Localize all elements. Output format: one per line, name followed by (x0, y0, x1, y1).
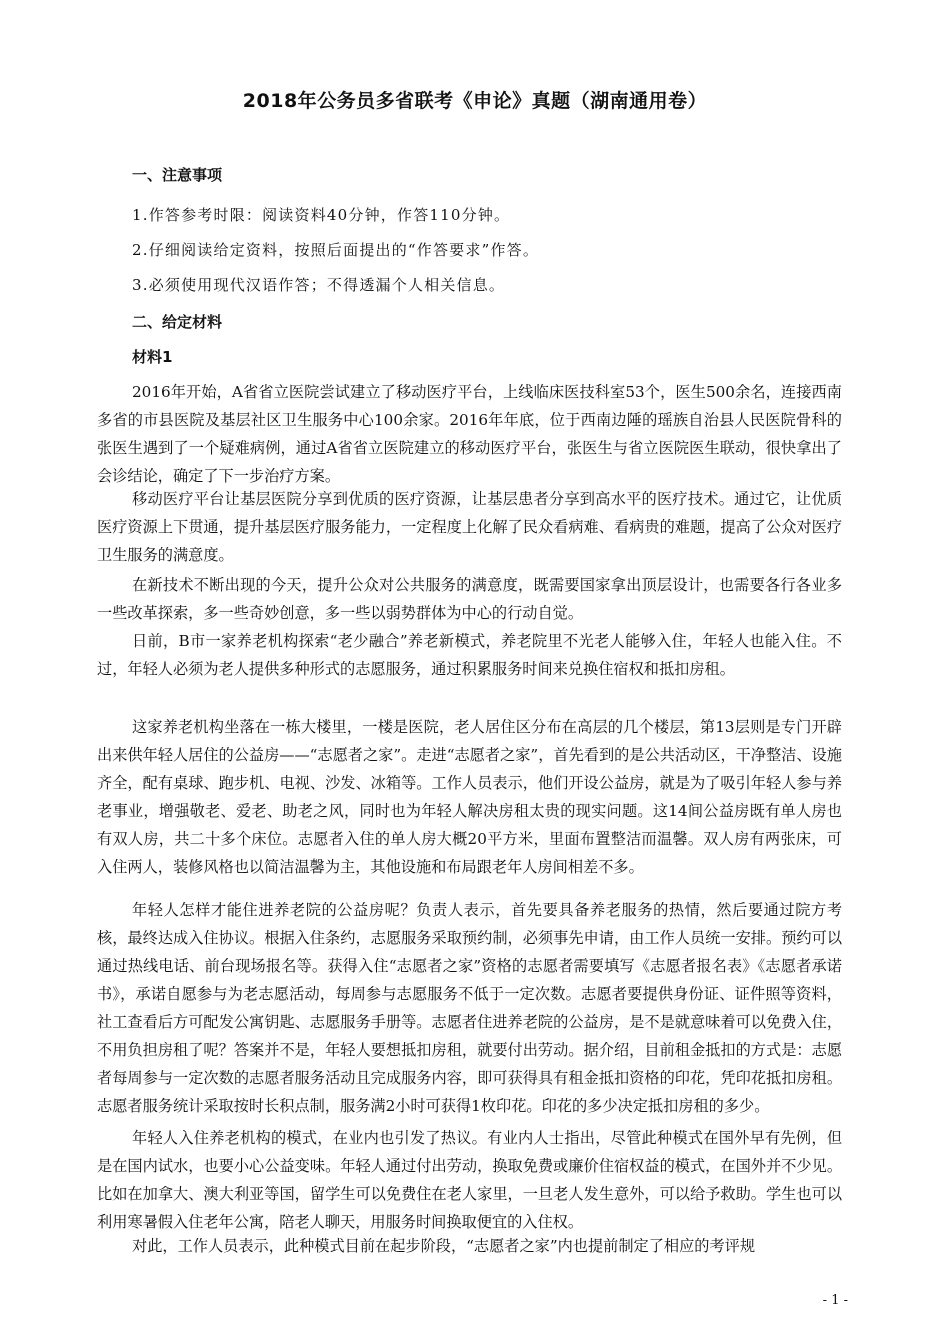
note-item-2: 2.仔细阅读给定资料，按照后面提出的“作答要求”作答。 (132, 241, 540, 259)
page-number: - 1 - (822, 1293, 848, 1308)
paragraph-3: 在新技术不断出现的今天，提升公众对公共服务的满意度，既需要国家拿出顶层设计，也需要各行各业多一些改革探索，多一些奇妙创意，多一些以弱势群体为中心的行动自觉。 (97, 576, 842, 622)
section-heading-notes: 一、注意事项 (132, 166, 223, 184)
paragraph-7: 年轻人入住养老机构的模式，在业内也引发了热议。有业内人士指出，尽管此种模式在国外早有先例，但是在国内试水，也要小心公益变味。年轻人通过付出劳动，换取免费或廉价住宿权益的模式，在国外并不少见。比如在加拿大、澳大利亚等国，留学生可以免费住在老人家里，一旦老人发生意外，可以给予救助。学生也可以利用寒暑假入住老年公寓，陪老人聊天，用服务时间换取便宜的入住权。 (97, 1129, 842, 1231)
paragraph-2: 移动医疗平台让基层医院分享到优质的医疗资源，让基层患者分享到高水平的医疗技术。通过它，让优质医疗资源上下贯通，提升基层医疗服务能力，一定程度上化解了民众看病难、看病贵的难题，提高了公众对医疗卫生服务的满意度。 (97, 490, 842, 564)
note-item-1: 1.作答参考时限：阅读资料40分钟，作答110分钟。 (132, 206, 511, 224)
section-heading-materials: 二、给定材料 (132, 313, 223, 331)
document-title: 2018年公务员多省联考《申论》真题（湖南通用卷） (242, 90, 708, 112)
material-label: 材料1 (132, 348, 173, 366)
paragraph-5: 这家养老机构坐落在一栋大楼里，一楼是医院，老人居住区分布在高层的几个楼层，第13层则是专门开辟出来供年轻人居住的公益房——“志愿者之家”。走进“志愿者之家”，首先看到的是公共活动区，干净整洁、设施齐全，配有桌球、跑步机、电视、沙发、冰箱等。工作人员表示，他们开设公益房，就是为了吸引年轻人参与养老事业，增强敬老、爱老、助老之风，同时也为年轻人解决房租太贵的现实问题。这14间公益房既有单人房也有双人房，共二十多个床位。志愿者入住的单人房大概20平方米，里面布置整洁而温馨。双人房有两张床，可入住两人，装修风格也以简洁温馨为主，其他设施和布局跟老年人房间相差不多。 (97, 718, 842, 876)
paragraph-4: 日前，B市一家养老机构探索“老少融合”养老新模式，养老院里不光老人能够入住，年轻人也能入住。不过，年轻人必须为老人提供多种形式的志愿服务，通过积累服务时间来兑换住宿权和抵扣房租。 (97, 632, 842, 678)
paragraph-6: 年轻人怎样才能住进养老院的公益房呢？负责人表示，首先要具备养老服务的热情，然后要通过院方考核，最终达成入住协议。根据入住条约，志愿服务采取预约制，必须事先申请，由工作人员统一安排。预约可以通过热线电话、前台现场报名等。获得入住“志愿者之家”资格的志愿者需要填写《志愿者报名表》《志愿者承诺书》，承诺自愿参与为老志愿活动，每周参与志愿服务不低于一定次数。志愿者要提供身份证、证件照等资料，社工查看后方可配发公寓钥匙、志愿服务手册等。志愿者住进养老院的公益房，是不是就意味着可以免费入住，不用负担房租了呢？答案并不是，年轻人要想抵扣房租，就要付出劳动。据介绍，目前租金抵扣的方式是：志愿者每周参与一定次数的志愿者服务活动且完成服务内容，即可获得具有租金抵扣资格的印花，凭印花抵扣房租。志愿者服务统计采取按时长积点制，服务满2小时可获得1枚印花。印花的多少决定抵扣房租的多少。 (97, 901, 842, 1115)
note-item-3: 3.必须使用现代汉语作答；不得透漏个人相关信息。 (132, 276, 506, 294)
paragraph-1: 2016年开始，A省省立医院尝试建立了移动医疗平台，上线临床医技科室53个，医生500余名，连接西南多省的市县医院及基层社区卫生服务中心100余家。2016年年底，位于西南边陲的瑶族自治县人民医院骨科的张医生遇到了一个疑难病例，通过A省省立医院建立的移动医疗平台，张医生与省立医院医生联动，很快拿出了会诊结论，确定了下一步治疗方案。 (97, 383, 842, 485)
paragraph-8: 对此，工作人员表示，此种模式目前在起步阶段，“志愿者之家”内也提前制定了相应的考评规 (132, 1237, 756, 1255)
